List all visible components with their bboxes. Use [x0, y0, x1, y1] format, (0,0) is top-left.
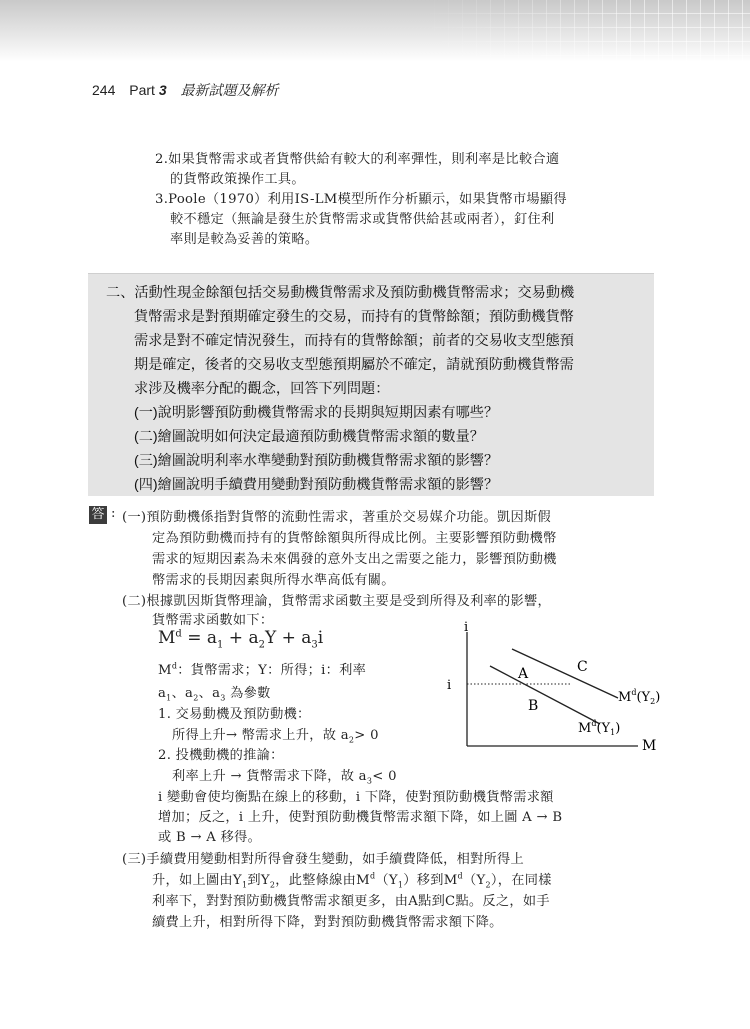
question-line: 二、活動性現金餘額包括交易動機貨幣需求及預防動機貨幣需求；交易動機 [106, 285, 575, 301]
money-demand-formula: $M^d = a_1 + a_2Y + a_3i$ [158, 628, 324, 651]
text-line: 較不穩定（無論是發生於貨幣需求或貨幣供給甚或兩者），釘住利 [170, 212, 555, 227]
y-axis-label: i [464, 620, 469, 635]
answer-colon: : [111, 506, 116, 521]
text-line: 利率下，對對預防動機貨幣需求額更多，由A點到C點。反之，如手 [152, 894, 550, 909]
text-line: 需求的短期因素為未來偶發的意外支出之需要之能力，影響預防動機 [152, 552, 557, 567]
text-line: 3.Poole（1970）利用IS-LM模型所作分析顯示，如果貨幣市場顯得 [155, 192, 567, 207]
sub-question: (四)繪圖說明手續費用變動對預防動機貨幣需求額的影響？ [134, 477, 499, 493]
text-line: 2.如果貨幣需求或者貨幣供給有較大的利率彈性，則利率是比較合適 [155, 152, 560, 167]
text-line: (二)根據凱因斯貨幣理論，貨幣需求函數主要是受到所得及利率的影響， [122, 594, 551, 609]
text-line: 幣需求的長期因素與所得水準高低有關。 [152, 573, 395, 588]
header-grid-decoration [420, 0, 750, 62]
definition-line: 利率上升 → 貨幣需求下降，故 $a_3< 0$ [172, 769, 397, 786]
md-y2-label: $M^d(Y_2)$ [618, 688, 661, 706]
question-line: 需求是對不確定情況發生，而持有的貨幣餘額；前者的交易收支型態預 [134, 333, 574, 349]
md-y1-label: $M^d(Y_1)$ [578, 719, 621, 737]
text-line: 的貨幣政策操作工具。 [170, 172, 305, 187]
point-c-label: C [577, 659, 588, 675]
definition-line: $M^d$：貨幣需求；Y：所得；i：利率 [158, 661, 367, 678]
sub-question: (一)說明影響預防動機貨幣需求的長期與短期因素有哪些？ [134, 405, 499, 421]
question-box [88, 273, 654, 496]
text-line: (三)手續費用變動相對所得會發生變動，如手續費降低，相對所得上 [122, 852, 525, 867]
chapter-title: 最新試題及解析 [180, 83, 279, 99]
running-header [92, 80, 279, 100]
definition-line: 1. 交易動機及預防動機： [158, 707, 311, 722]
text-line: 率則是較為妥善的策略。 [170, 232, 319, 247]
question-line: 期是確定，後者的交易收支型態預期屬於不確定，請就預防動機貨幣需 [134, 357, 574, 373]
point-a-label: A [518, 666, 529, 682]
text-line: 定為預防動機而持有的貨幣餘額與所得成比例。主要影響預防動機幣 [152, 531, 557, 546]
header-band [0, 0, 750, 62]
text-line: 或 B → A 移得。 [158, 830, 262, 845]
text-line: (一)預防動機係指對貨幣的流動性需求，著重於交易媒介功能。凱因斯假 [122, 510, 551, 525]
question-line: 求涉及機率分配的觀念，回答下列問題： [134, 381, 390, 397]
question-line: 貨幣需求是對預期確定發生的交易，而持有的貨幣餘額；預防動機貨幣 [134, 309, 574, 325]
sub-question: (二)繪圖說明如何決定最適預防動機貨幣需求額的數量？ [134, 429, 484, 445]
page-number: 244 [92, 82, 116, 98]
text-line: 貨幣需求函數如下： [152, 613, 274, 628]
x-axis-label: M [642, 738, 657, 754]
text-line: 增加；反之，i 上升，使對預防動機貨幣需求額下降，如上圖 A → B [158, 810, 563, 825]
sub-question: (三)繪圖說明利率水準變動對預防動機貨幣需求額的影響？ [134, 453, 499, 469]
definition-line: 所得上升→ 幣需求上升，故 $a_2> 0$ [172, 728, 379, 745]
i-level-label: i [447, 678, 452, 693]
text-line: 續費上升，相對所得下降，對對預防動機貨幣需求額下降。 [152, 915, 503, 930]
part-number: 3 [158, 82, 167, 98]
definition-line: $a_1$、$a_2$、$a_3$ 為參數 [158, 686, 271, 703]
definition-line: 2. 投機動機的推論： [158, 748, 284, 763]
text-line: i 變動會使均衡點在線上的移動，i 下降，使對預防動機貨幣需求額 [158, 790, 554, 805]
money-demand-diagram [440, 618, 680, 768]
part-label: Part [129, 82, 155, 98]
text-line: 升，如上圖由$Y_1$到$Y_2$，此整條線由$M^d(Y_1)$移到$M^d(Y_2)$，在同樣 [152, 871, 552, 890]
answer-badge: 答 [89, 506, 107, 524]
point-b-label: B [528, 698, 539, 714]
